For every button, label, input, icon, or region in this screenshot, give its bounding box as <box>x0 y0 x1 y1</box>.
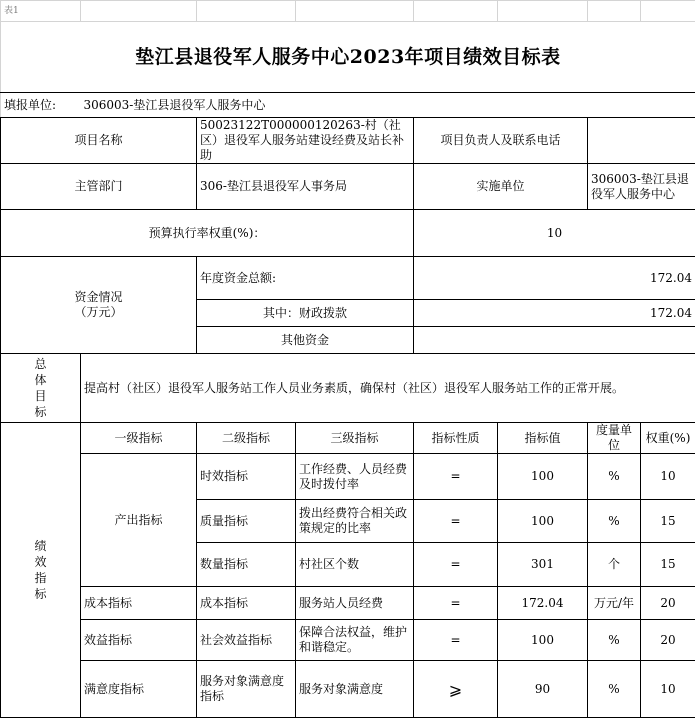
goal-row <box>1 354 695 423</box>
indicator-l1: 满意度指标 <box>81 661 197 718</box>
funds-total-value: 172.04 <box>414 257 695 300</box>
dept-value: 306-垫江县退役军人事务局 <box>197 164 414 210</box>
budget-weight-value: 10 <box>414 210 695 257</box>
indicator-weight: 10 <box>641 661 695 718</box>
funds-label: 资金情况（万元） <box>1 257 197 354</box>
funds-other-value <box>414 327 695 354</box>
budget-weight-label: 预算执行率权重(%)： <box>1 210 414 257</box>
indicator-unit: % <box>588 661 641 718</box>
indicator-weight: 15 <box>641 543 695 587</box>
indicator-l2: 数量指标 <box>197 543 296 587</box>
indicator-l2: 成本指标 <box>197 587 296 620</box>
indicator-l1: 效益指标 <box>81 620 197 661</box>
header-nature: 指标性质 <box>414 423 498 454</box>
funds-other-label: 其他资金 <box>197 327 414 354</box>
header-weight: 权重(%) <box>641 423 695 454</box>
indicator-l3: 拨出经费符合相关政策规定的比率 <box>296 500 414 543</box>
indicator-unit: % <box>588 500 641 543</box>
indicator-nature: = <box>414 587 498 620</box>
indicator-weight: 20 <box>641 620 695 661</box>
project-name-value: 50023122T000000120263-村（社区）退役军人服务站建设经费及站长补助 <box>197 118 414 164</box>
indicator-nature: = <box>414 620 498 661</box>
indicator-unit: 万元/年 <box>588 587 641 620</box>
funds-total-label: 年度资金总额: <box>197 257 414 300</box>
indicator-value: 172.04 <box>498 587 588 620</box>
budget-weight-row <box>1 210 695 257</box>
output-indicator-label: 产出指标 <box>81 454 197 587</box>
header-level3: 三级指标 <box>296 423 414 454</box>
indicator-unit: % <box>588 620 641 661</box>
indicator-nature: = <box>414 543 498 587</box>
header-unit: 度量单位 <box>588 423 641 454</box>
indicator-unit: % <box>588 454 641 500</box>
goal-text: 提高村（社区）退役军人服务站工作人员业务素质，确保村（社区）退役军人服务站工作的正常开展。 <box>81 354 695 423</box>
table-row <box>1 620 695 661</box>
goal-label: 总体目标 <box>1 354 81 423</box>
header-level2: 二级指标 <box>197 423 296 454</box>
owner-label: 项目负责人及联系电话 <box>414 118 588 164</box>
funds-total-row <box>1 257 695 300</box>
indicator-value: 100 <box>498 620 588 661</box>
impl-value: 306003-垫江县退役军人服务中心 <box>588 164 695 210</box>
indicator-l2: 时效指标 <box>197 454 296 500</box>
header-value: 指标值 <box>498 423 588 454</box>
indicator-value: 100 <box>498 454 588 500</box>
table-row <box>1 661 695 718</box>
indicator-value: 100 <box>498 500 588 543</box>
indicator-l3: 服务站人员经费 <box>296 587 414 620</box>
unit-row <box>1 93 695 118</box>
indicator-header-row <box>1 423 695 454</box>
indicator-l3: 村社区个数 <box>296 543 414 587</box>
impl-label: 实施单位 <box>414 164 588 210</box>
indicator-value: 90 <box>498 661 588 718</box>
indicator-weight: 15 <box>641 500 695 543</box>
indicator-weight: 20 <box>641 587 695 620</box>
indicators-section-label: 绩效指标 <box>1 423 81 718</box>
table-row <box>1 454 695 500</box>
indicator-l2: 社会效益指标 <box>197 620 296 661</box>
indicator-unit: 个 <box>588 543 641 587</box>
indicator-l2: 服务对象满意度指标 <box>197 661 296 718</box>
sheet-header-row <box>1 1 695 22</box>
unit-label: 填报单位: <box>1 93 81 118</box>
indicator-l3: 保障合法权益，维护和谐稳定。 <box>296 620 414 661</box>
sheet-tag: 表1 <box>1 1 81 22</box>
indicator-nature: = <box>414 454 498 500</box>
indicator-value: 301 <box>498 543 588 587</box>
owner-value <box>588 118 695 164</box>
indicator-l1: 成本指标 <box>81 587 197 620</box>
indicator-l2: 质量指标 <box>197 500 296 543</box>
indicator-weight: 10 <box>641 454 695 500</box>
indicator-l3: 服务对象满意度 <box>296 661 414 718</box>
title-row <box>1 22 695 93</box>
unit-value: 306003-垫江县退役军人服务中心 <box>81 93 695 118</box>
header-level1: 一级指标 <box>81 423 197 454</box>
project-name-row <box>1 118 695 164</box>
funds-fiscal-label: 其中：财政拨款 <box>197 300 414 327</box>
indicator-nature: = <box>414 500 498 543</box>
dept-label: 主管部门 <box>1 164 197 210</box>
page-title: 垫江县退役军人服务中心2023年项目绩效目标表 <box>1 22 695 93</box>
indicator-nature: ⩾ <box>414 661 498 718</box>
indicator-l3: 工作经费、人员经费及时拨付率 <box>296 454 414 500</box>
table-row <box>1 587 695 620</box>
funds-fiscal-value: 172.04 <box>414 300 695 327</box>
dept-row <box>1 164 695 210</box>
project-name-label: 项目名称 <box>1 118 197 164</box>
